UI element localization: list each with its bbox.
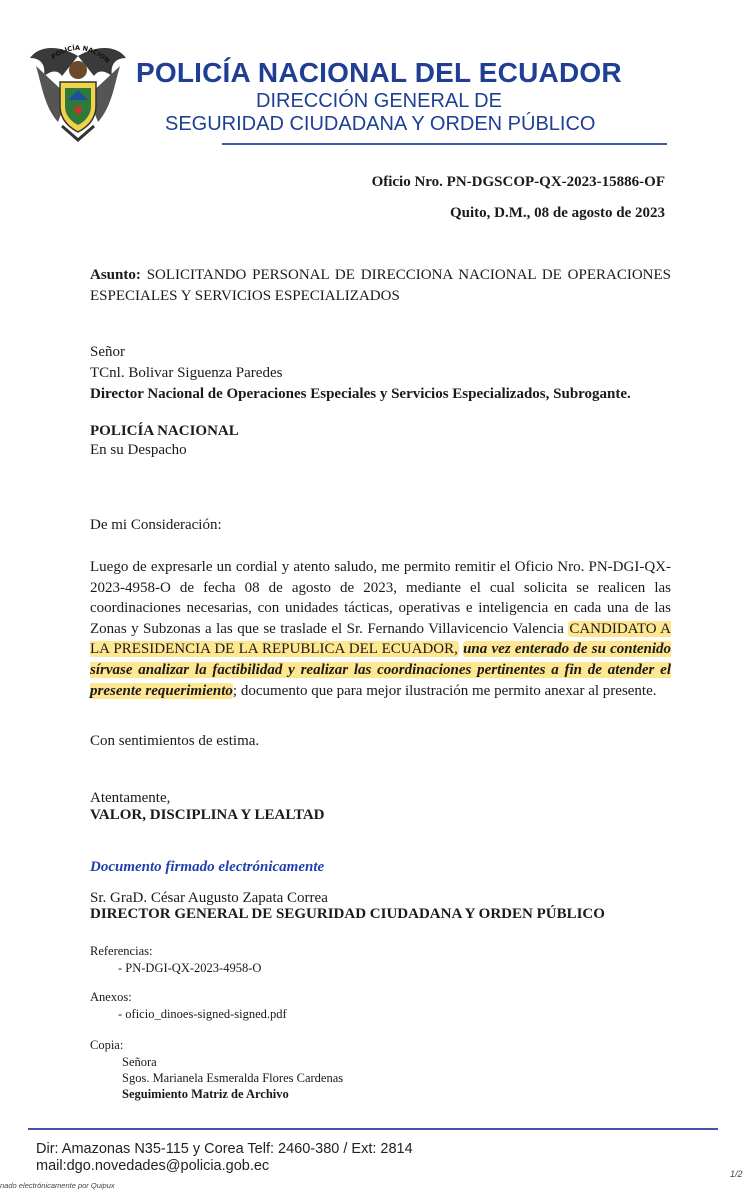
department-line-2: SEGURIDAD CIUDADANA Y ORDEN PÚBLICO: [165, 113, 596, 135]
paragraph-end: ; documento que para mejor ilustración me permito anexar al presente.: [232, 682, 657, 699]
signer-name: Sr. GraD. César Augusto Zapata Correa: [90, 890, 328, 906]
organization-name: POLICÍA NACIONAL DEL ECUADOR: [136, 57, 622, 88]
paragraph-intro: Luego de expresarle un cordial y atento saludo, me permito remitir el Oficio Nro. PN-DGI-QX-2023-4958-O de fecha 08 de agosto de 2023, mediante el cual solicita se realicen las coordinaciones necesarias, con unidades tácticas, operativas e inteligencia en cada una de las Zonas y Subzonas a las que se traslade el Sr. Fernando Villavicencio Valencia: [90, 559, 671, 637]
closing-line: Con sentimientos de estima.: [90, 733, 260, 749]
greeting: De mi Consideración:: [90, 517, 222, 533]
recipient-salutation: Señor: [90, 344, 125, 360]
svg-text:POLICÍA NACIONAL DEL ECUADOR: POLICÍA NACION: [49, 43, 112, 65]
copia-role: Seguimiento Matriz de Archivo: [122, 1087, 289, 1101]
footer-address: Dir: Amazonas N35-115 y Corea Telf: 2460-380 / Ext: 2814: [36, 1141, 413, 1157]
quipux-note: nado electrónicamente por Quipux: [0, 1181, 115, 1190]
recipient-location: En su Despacho: [90, 442, 187, 458]
oficio-number: Oficio Nro. PN-DGSCOP-QX-2023-15886-OF: [371, 174, 665, 190]
footer-divider: [28, 1128, 718, 1130]
department-line-1: DIRECCIÓN GENERAL DE: [256, 90, 502, 112]
anexos-item: - oficio_dinoes-signed-signed.pdf: [118, 1007, 287, 1021]
recipient-position: Director Nacional de Operaciones Especiales y Servicios Especializados, Subrogante.: [90, 386, 631, 402]
document-date: Quito, D.M., 08 de agosto de 2023: [450, 205, 665, 221]
electronic-signature-notice: Documento firmado electrónicamente: [90, 859, 325, 875]
anexos-label: Anexos:: [90, 990, 132, 1004]
subject-label: Asunto:: [90, 267, 141, 283]
page-number: 1/2: [730, 1169, 743, 1179]
highlighted-instruction-text: una vez enterado de su contenido sírvase analizar la factibilidad y realizar las coordinaciones pertinentes a fin de atender el presente requerimiento: [90, 641, 671, 699]
recipient-name: TCnl. Bolivar Siguenza Paredes: [90, 365, 283, 381]
referencias-item: - PN-DGI-QX-2023-4958-O: [118, 961, 262, 975]
signer-title: DIRECTOR GENERAL DE SEGURIDAD CIUDADANA Y ORDEN PÚBLICO: [90, 906, 605, 922]
highlighted-candidate-text: CANDIDATO A LA PRESIDENCIA DE LA REPUBLICA DEL ECUADOR,: [90, 620, 672, 658]
body-paragraph: [90, 557, 671, 701]
subject-text: SOLICITANDO PERSONAL DE DIRECCIONA NACIONAL DE OPERACIONES ESPECIALES Y SERVICIOS ESPECIALIZADOS: [90, 267, 671, 304]
subject: [90, 265, 671, 306]
motto: VALOR, DISCIPLINA Y LEALTAD: [90, 807, 325, 823]
copia-salutation: Señora: [122, 1055, 157, 1069]
footer-email: mail:dgo.novedades@policia.gob.ec: [36, 1158, 270, 1174]
police-crest-logo: [28, 36, 128, 142]
referencias-label: Referencias:: [90, 944, 153, 958]
atentamente: Atentamente,: [90, 790, 171, 806]
copia-label: Copia:: [90, 1038, 124, 1052]
copia-name: Sgos. Marianela Esmeralda Flores Cardenas: [122, 1071, 344, 1085]
header-divider: [222, 143, 667, 145]
recipient-institution: POLICÍA NACIONAL: [90, 423, 239, 439]
